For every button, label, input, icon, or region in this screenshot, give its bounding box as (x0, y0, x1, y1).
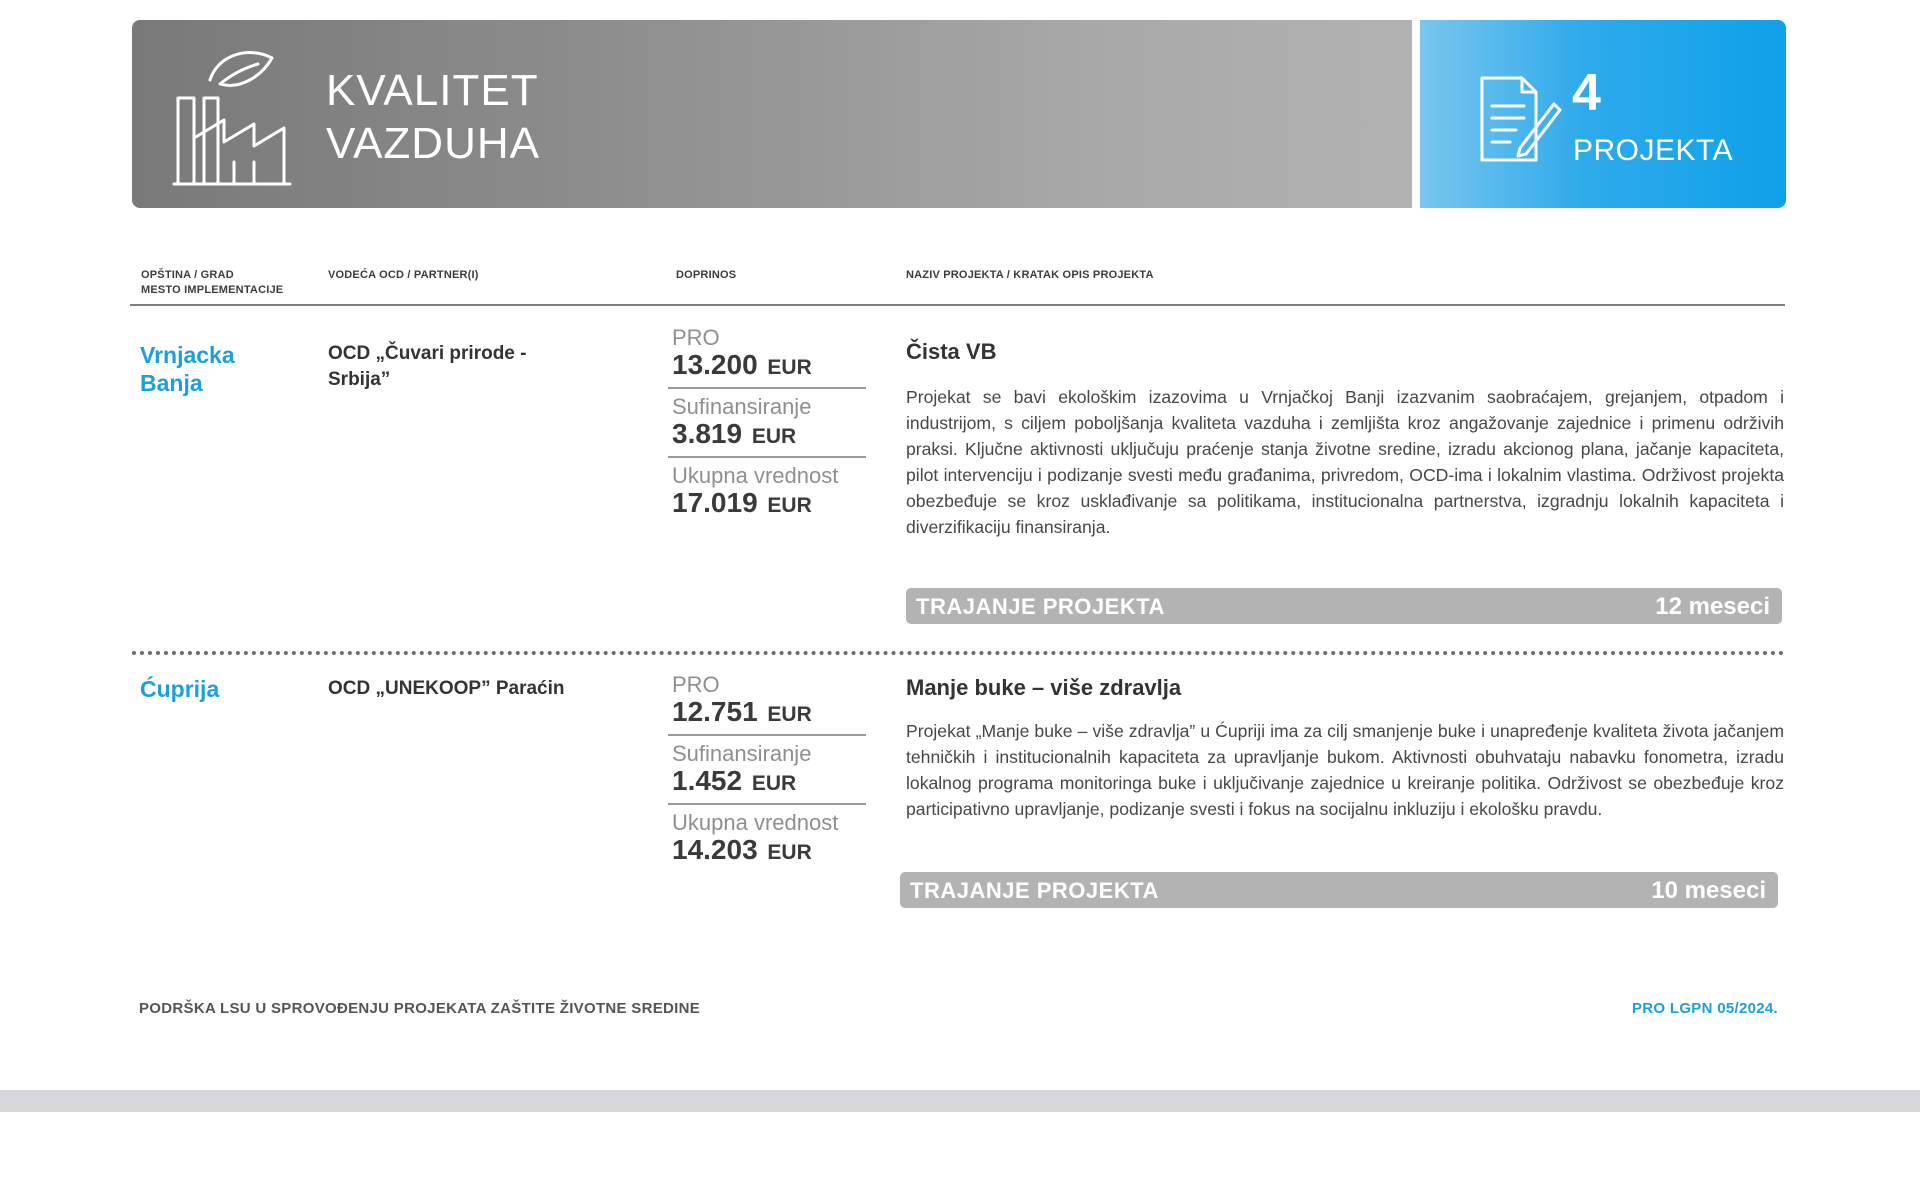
project-1-contribution (668, 326, 866, 525)
pro-value: 13.200 (672, 349, 758, 380)
currency: EUR (767, 703, 812, 726)
duration-label: TRAJANJE PROJEKTA (910, 878, 1159, 903)
project-1-total-group (668, 464, 866, 525)
footer-caption: PODRŠKA LSU U SPROVOĐENJU PROJEKATA ZAŠTITE ŽIVOTNE SREDINE (139, 1000, 701, 1017)
pro-label: PRO (672, 672, 720, 697)
project-1-place-line-2: Banja (140, 370, 203, 396)
total-amount (672, 488, 862, 521)
currency: EUR (751, 772, 797, 795)
project-2-place-line-1: Ćuprija (140, 676, 220, 702)
project-2-contribution (668, 673, 866, 872)
cofinancing-value: 3.819 (672, 418, 743, 449)
cofinancing-label: Sufinansiranje (672, 394, 812, 419)
duration-value: 12 meseci (1655, 593, 1770, 620)
total-label: Ukupna vrednost (672, 810, 839, 835)
section-banner (132, 20, 1412, 208)
project-1-place (140, 341, 235, 397)
project-2-description: Projekat „Manje buke – više zdravlja” u Ćupriji ima za cilj smanjenje buke i unapređenje kvaliteta života jačanjem tehničkih i institucionalnih kapaciteta za upravljanje bukom. Aktivnosti obuhvataju nabavku fonometra, izradu lokalnog programa monitoringa buke i uključivanje zajednice u kreiranje politika. Održivost se obezbeđuje kroz participativno upravljanje, podizanje svesti i fokus na socijalnu inkluziju i ekološku pravdu. (906, 721, 1784, 819)
column-header-place-line-2: MESTO IMPLEMENTACIJE (141, 284, 284, 296)
duration-label: TRAJANJE PROJEKTA (916, 594, 1165, 619)
currency: EUR (767, 494, 812, 517)
title-line-2: VAZDUHA (326, 119, 540, 168)
project-count-number: 4 (1572, 64, 1601, 122)
project-2-duration-bar (900, 872, 1778, 908)
project-count-box (1420, 20, 1786, 208)
cofinancing-value: 1.452 (672, 765, 743, 796)
cofinancing-amount (672, 766, 862, 799)
pro-amount (672, 697, 862, 730)
project-2-ocd (328, 676, 598, 702)
column-header-contribution: DOPRINOS (676, 269, 737, 281)
project-count-label: PROJEKTA (1573, 134, 1734, 167)
pro-amount (672, 350, 862, 383)
project-1-ocd (328, 341, 598, 393)
project-2-cofinancing-group (668, 742, 866, 805)
currency: EUR (751, 425, 797, 448)
factory-leaf-icon (170, 46, 294, 186)
project-2-title: Manje buke – više zdravlja (906, 675, 1182, 700)
column-header-project: NAZIV PROJEKTA / KRATAK OPIS PROJEKTA (906, 269, 1154, 281)
project-1-ocd-line-2: Srbija” (328, 369, 391, 390)
column-header-place (141, 268, 283, 298)
project-2-ocd-line-1: OCD „UNEKOOP” Paraćin (328, 678, 565, 699)
cofinancing-label: Sufinansiranje (672, 741, 812, 766)
page-bottom-bar (0, 1090, 1920, 1112)
project-1-ocd-line-1: OCD „Čuvari prirode - (328, 343, 527, 364)
project-1-duration-bar (906, 588, 1782, 624)
project-1-title: Čista VB (906, 339, 997, 364)
project-1-pro-group (668, 326, 866, 389)
project-2-pro-group (668, 673, 866, 736)
project-1-description: Projekat se bavi ekološkim izazovima u Vrnjačkoj Banji izazvanim saobraćajem, grejanjem, otpadom i industrijom, s ciljem poboljšanja kvaliteta vazduha i zemljišta kroz angažovanje zajednice i primenu održivih praksi. Ključne aktivnosti uključuju praćenje stanja životne sredine, izradu akcionog plana, jačanje kapaciteta, pilot intervenciju i podizanje svesti među građanima, privredom, OCD-ima i lokalnim vlastima. Održivost projekta obezbeđuje se kroz usklađivanje sa politikama, institucionalna partnerstva, izgradnju lokalnih kapaciteta i diverzifikaciju finansiranja. (906, 387, 1784, 537)
currency: EUR (767, 356, 812, 379)
cofinancing-amount (672, 419, 862, 452)
duration-value: 10 meseci (1651, 877, 1766, 904)
project-divider (132, 651, 1785, 655)
footer-reference: PRO LGPN 05/2024. (1632, 1000, 1778, 1017)
project-1-cofinancing-group (668, 395, 866, 458)
total-value: 14.203 (672, 834, 758, 865)
column-header-ocd: VODEĆA OCD / PARTNER(I) (328, 269, 479, 281)
pro-value: 12.751 (672, 696, 758, 727)
project-2-total-group (668, 811, 866, 872)
project-2-place (140, 675, 219, 703)
total-value: 17.019 (672, 487, 758, 518)
header-divider (130, 304, 1785, 306)
page-title (326, 64, 540, 170)
total-label: Ukupna vrednost (672, 463, 839, 488)
currency: EUR (767, 841, 812, 864)
column-header-place-line-1: OPŠTINA / GRAD (141, 269, 234, 281)
document-pen-icon (1476, 74, 1562, 164)
title-line-1: KVALITET (326, 66, 539, 115)
total-amount (672, 835, 862, 868)
project-1-place-line-1: Vrnjacka (140, 342, 235, 368)
pro-label: PRO (672, 325, 720, 350)
